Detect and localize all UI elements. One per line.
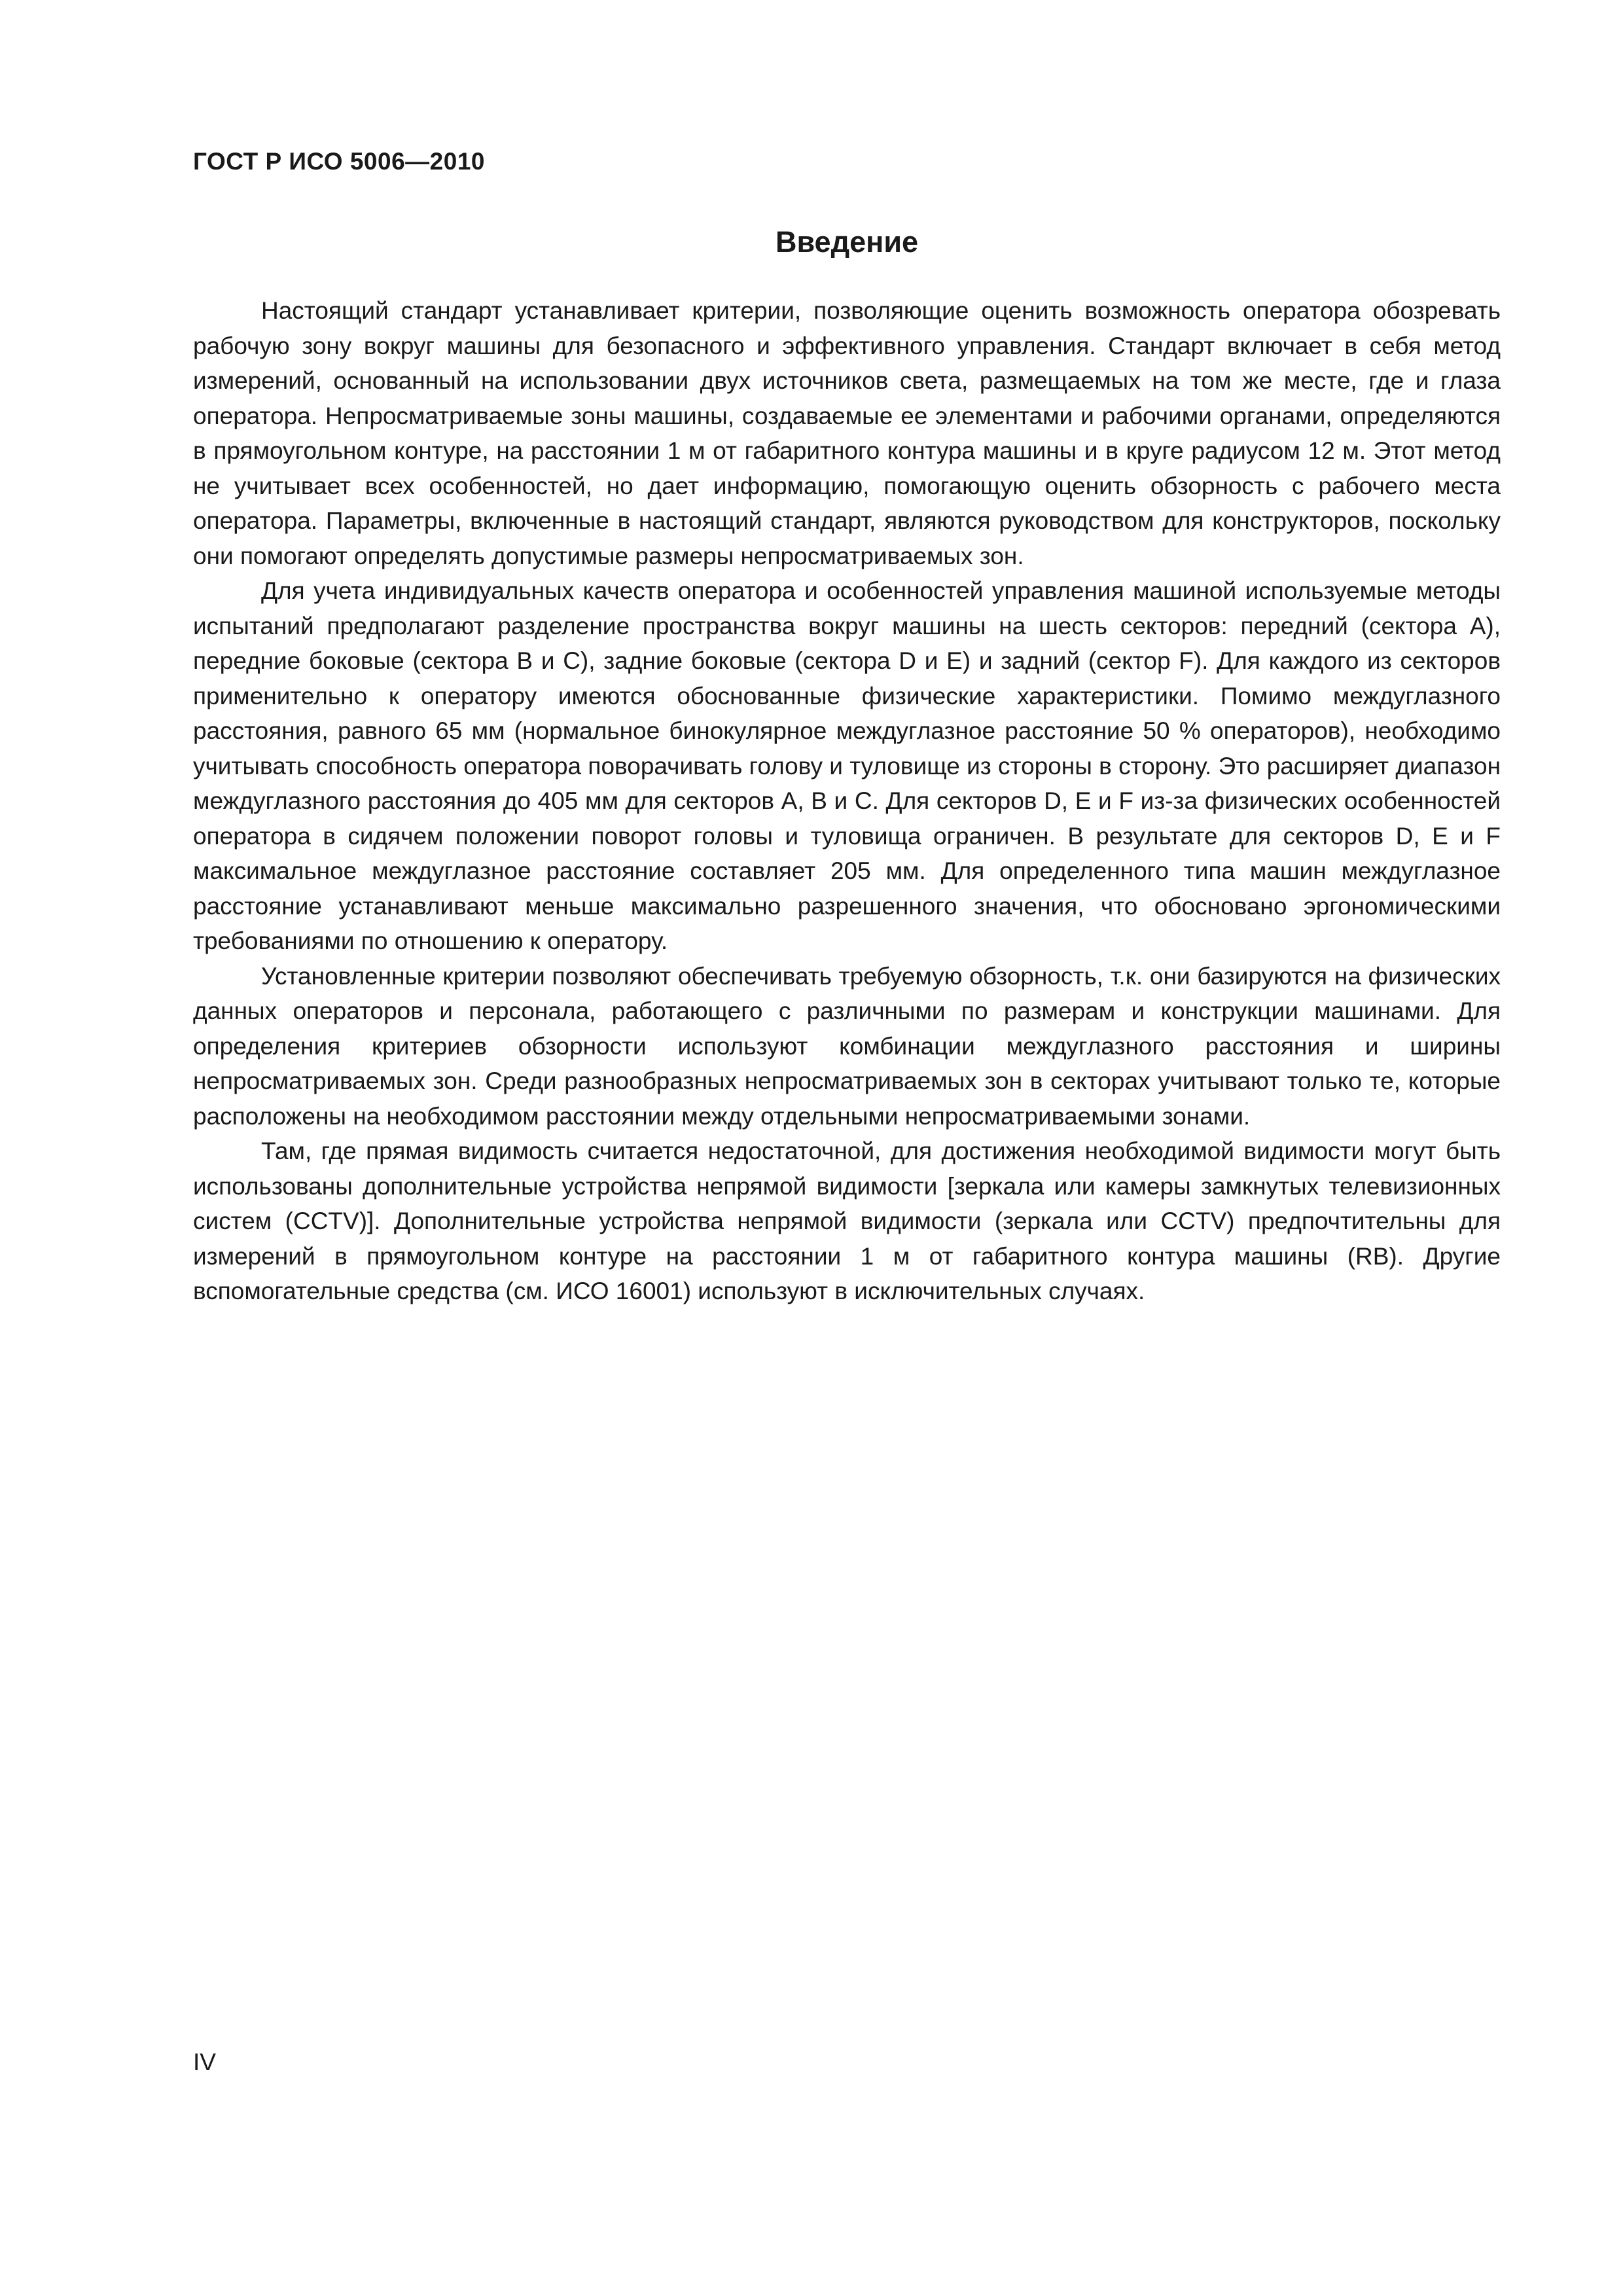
document-code: ГОСТ Р ИСО 5006—2010 — [193, 148, 485, 175]
section-title: Введение — [775, 225, 919, 259]
page-number: IV — [193, 2049, 216, 2075]
paragraph: Установленные критерии позволяют обеспечивать требуемую обзорность, т.к. они базируются на физических данных операторов и персонала, работающего с различными по размерам и конструкции машинами. Для определения критериев обзорности используют комбинации междуглазного расстояния и ширины непросматриваемых зон. Среди разнообразных непросматриваемых зон в секторах учитывают только те, которые расположены на необходимом расстоянии между отдельными непросматриваемыми зонами. — [193, 962, 1501, 1130]
paragraph: Для учета индивидуальных качеств оператора и особенностей управления машиной используемые методы испытаний предполагают разделение пространства вокруг машины на шесть секторов: передний (сектора A), передние боковые (сектора B и C), задние боковые (сектора D и E) и задний (сектор F). Для каждого из секторов применительно к оператору имеются обоснованные физические характеристики. Помимо междуглазного расстояния, равного 65 мм (нормальное бинокулярное междуглазное расстояние 50 % операторов), необходимо учитывать способность оператора поворачивать голову и туловище из стороны в сторону. Это расширяет диапазон междуглазного расстояния до 405 мм для секторов A, B и C. Для секторов D, E и F из-за физических особенностей оператора в сидячем положении поворот головы и туловища ограничен. В результате для секторов D, E и F максимальное междуглазное расстояние составляет 205 мм. Для определенного типа машин междуглазное расстояние устанавливают меньше максимально разрешенного значения, что обосновано эргономическими требованиями по отношению к оператору. — [193, 577, 1501, 954]
paragraph: Там, где прямая видимость считается недостаточной, для достижения необходимой видимости могут быть использованы дополнительные устройства непрямой видимости [зеркала или камеры замкнутых телевизионных систем (CCTV)]. Дополнительные устройства непрямой видимости (зеркала или CCTV) предпочтительны для измерений в прямоугольном контуре на расстоянии 1 м от габаритного контура машины (RB). Другие вспомогательные средства (см. ИСО 16001) используют в исключительных случаях. — [193, 1138, 1501, 1304]
paragraph: Настоящий стандарт устанавливает критерии, позволяющие оценить возможность оператора обозревать рабочую зону вокруг машины для безопасного и эффективного управления. Стандарт включает в себя метод измерений, основанный на использовании двух источников света, размещаемых на том же месте, где и глаза оператора. Непросматриваемые зоны машины, создаваемые ее элементами и рабочими органами, определяются в прямоугольном контуре, на расстоянии 1 м от габаритного контура машины и в круге радиусом 12 м. Этот метод не учитывает всех особенностей, но дает информацию, помогающую оценить обзорность с рабочего места оператора. Параметры, включенные в настоящий стандарт, являются руководством для конструкторов, поскольку они помогают определять допустимые размеры непросматриваемых зон. — [193, 297, 1501, 569]
body-text — [193, 293, 1501, 1309]
